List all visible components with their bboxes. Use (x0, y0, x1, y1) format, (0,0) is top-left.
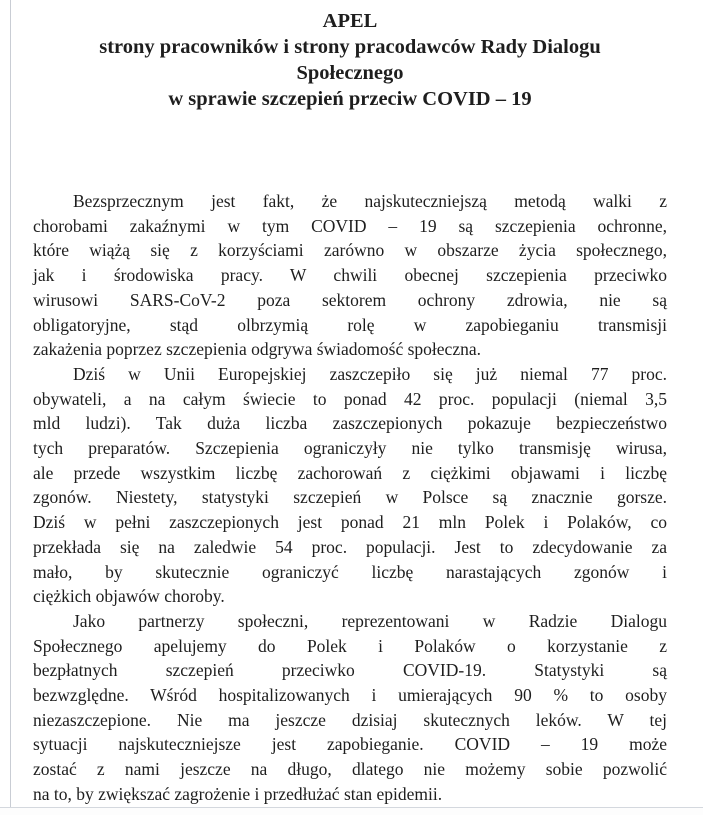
doc-line: ciężkich objawów choroby. (33, 586, 225, 607)
doc-line: przekłada się na zaledwie 54 proc. populacji. Jest to zdecydowanie za (33, 536, 667, 557)
doc-line: zakażenia poprzez szczepienia odgrywa świadomość społeczna. (33, 339, 481, 360)
doc-line: wirusowi SARS-CoV-2 poza sektorem ochrony zdrowia, nie są (33, 289, 667, 310)
title-line: w sprawie szczepień przeciw COVID – 19 (168, 88, 532, 110)
doc-line: tych preparatów. Szczepienia ograniczyły nie tylko transmisję wirusa, (33, 438, 667, 459)
doc-line: Dziś w pełni zaszczepionych jest ponad 21 mln Polek i Polaków, co (33, 512, 667, 533)
doc-line: zostać z nami jeszcze na długo, dlatego nie możemy sobie pozwolić (33, 759, 667, 780)
doc-line: które wiążą się z korzyściami zarówno w obszarze życia społecznego, (33, 240, 667, 261)
doc-line: ale przede wszystkim liczbę zachorowań z ciężkimi objawami i liczbę (33, 462, 667, 483)
title-line: APEL (322, 10, 378, 32)
doc-line: niezaszczepione. Nie ma jeszcze dzisiaj skutecznych leków. W tej (33, 709, 667, 730)
doc-line: sytuacji najskuteczniejsze jest zapobieganie. COVID – 19 może (33, 734, 667, 755)
document-body (33, 189, 667, 807)
paragraph-3 (33, 609, 667, 807)
title-line: Społecznego (296, 62, 404, 84)
doc-line: mało, by skutecznie ograniczyć liczbę narastających zgonów i (33, 561, 667, 582)
doc-line: Dziś w Unii Europejskiej zaszczepiło się już niemal 77 proc. (73, 363, 667, 384)
doc-line: bezpłatnych szczepień przeciwko COVID-19. Statystyki są (33, 660, 667, 681)
paragraph-1 (33, 189, 667, 362)
document-title (33, 0, 667, 112)
title-line: strony pracowników i strony pracodawców Rady Dialogu (99, 36, 601, 58)
doc-line: Społecznego apelujemy do Polek i Polaków o korzystanie z (33, 635, 667, 656)
paragraph-2 (33, 362, 667, 609)
doc-line: obywateli, a na całym świecie to ponad 42 proc. populacji (niemal 3,5 (33, 388, 667, 409)
document-content (33, 0, 667, 807)
doc-line: bezwzględne. Wśród hospitalizowanych i umierających 90 % to osoby (33, 685, 667, 706)
doc-line: Bezsprzecznym jest fakt, że najskuteczniejszą metodą walki z (73, 191, 667, 211)
page-bottom-edge (0, 807, 703, 815)
doc-line: chorobami zakaźnymi w tym COVID – 19 są szczepienia ochronne, (33, 215, 667, 236)
doc-line: zgonów. Niestety, statystyki szczepień w Polsce są znacznie gorsze. (33, 487, 667, 508)
page-left-edge-line (10, 0, 11, 807)
doc-line: jak i środowiska pracy. W chwili obecnej szczepienia przeciwko (33, 265, 667, 286)
doc-line: na to, by zwiększać zagrożenie i przedłużać stan epidemii. (33, 783, 443, 804)
doc-line: obligatoryjne, stąd olbrzymią rolę w zapobieganiu transmisji (33, 314, 667, 335)
doc-line: mld ludzi). Tak duża liczba zaszczepionych pokazuje bezpieczeństwo (33, 413, 667, 434)
doc-line: Jako partnerzy społeczni, reprezentowani w Radzie Dialogu (73, 610, 667, 631)
